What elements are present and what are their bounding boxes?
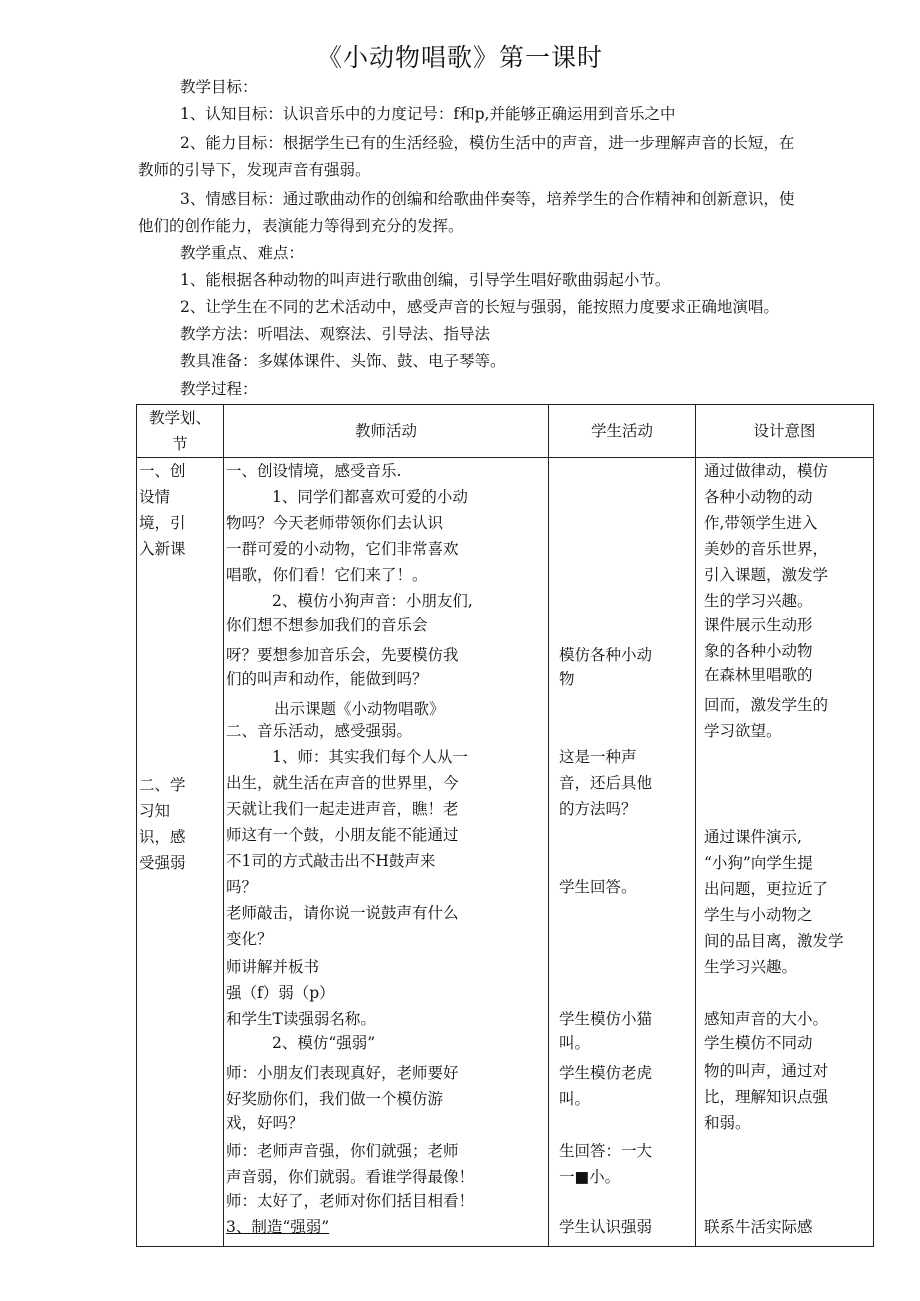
- student-activity-cell: [549, 458, 696, 1247]
- design-intent-line: 引入课题，激发学: [704, 566, 829, 584]
- design-intent-line: 作,带领学生进入: [704, 514, 818, 532]
- design-intent-line: 生的学习兴趣。: [704, 592, 813, 610]
- section-line: 设情: [139, 488, 171, 506]
- student-activity-line: 的方法吗？: [559, 800, 637, 818]
- objective-2-cont: 教师的引导下，发现声音有强弱。: [138, 161, 371, 179]
- student-activity-line: 学生回答。: [559, 878, 637, 896]
- teacher-activity-line: 师这有一个鼓，小朋友能不能通过: [226, 826, 459, 844]
- student-activity-line: 这是一种声: [559, 748, 637, 766]
- design-intent-line: 感知声音的大小。: [704, 1010, 829, 1028]
- design-intent-line: 联系牛活实际感: [704, 1218, 813, 1236]
- teacher-activity-line: 吗？: [226, 878, 258, 896]
- section-cell: [137, 458, 224, 1247]
- student-activity-line: 模仿各种小动: [559, 646, 653, 664]
- section-line: 境，引: [139, 514, 186, 532]
- design-intent-line: 出问题，更拉近了: [704, 880, 829, 898]
- design-intent-line: 在森林里唱歌的: [704, 666, 813, 684]
- teacher-activity-line: 物吗？今天老师带领你们去认识: [226, 514, 444, 532]
- design-intent-line: 学生与小动物之: [704, 906, 813, 924]
- student-activity-line: 叫。: [559, 1090, 591, 1108]
- objective-3-cont: 他们的创作能力，表演能力等得到充分的发挥。: [138, 217, 464, 235]
- section-line: 习知: [139, 802, 171, 820]
- lesson-table: [136, 404, 874, 1247]
- design-intent-line: 美妙的音乐世界，: [704, 540, 829, 558]
- teacher-activity-line: 一群可爱的小动物，它们非常喜欢: [226, 540, 459, 558]
- teacher-activity-line: 2、模仿小狗声音：小朋友们,: [272, 592, 473, 610]
- section-line: 二、学: [139, 776, 186, 794]
- design-intent-line: 物的叫声，通过对: [704, 1062, 829, 1080]
- teacher-activity-line: 出生，就生活在声音的世界里，今: [226, 774, 459, 792]
- header-teacher: 教师活动: [224, 405, 549, 458]
- design-intent-line: 比，理解知识点强: [704, 1088, 829, 1106]
- teacher-activity-line: 强（f）弱（p）: [226, 984, 335, 1002]
- header-student: 学生活动: [549, 405, 696, 458]
- section-line: 受强弱: [139, 854, 186, 872]
- teacher-activity-cell: [224, 458, 549, 1247]
- teacher-activity-line: 天就让我们一起走进声音，瞧！老: [226, 800, 459, 818]
- teacher-activity-line: 师：太好了，老师对你们括目相看！: [226, 1192, 475, 1210]
- page-title: 《小动物唱歌》第一课时: [316, 43, 603, 72]
- teacher-activity-line: 和学生T读强弱名称。: [226, 1010, 376, 1028]
- section-line: 一、创: [139, 462, 186, 480]
- header-section-line: 节: [172, 435, 188, 453]
- header-section: [137, 405, 224, 458]
- teacher-activity-line: 老师敲击，请你说一说鼓声有什么: [226, 904, 459, 922]
- teacher-activity-line: 不1司的方式敲击出不H鼓声来: [226, 852, 436, 870]
- teacher-activity-line: 声音弱，你们就弱。看谁学得最像！: [226, 1168, 475, 1186]
- teaching-materials: 教具准备：多媒体课件、头饰、鼓、电子琴等。: [180, 352, 506, 370]
- teacher-activity-line: 好奖励你们，我们做一个模仿游: [226, 1090, 444, 1108]
- design-intent-line: 通过做律动，模仿: [704, 462, 829, 480]
- design-intent-cell: [696, 458, 874, 1247]
- design-intent-line: “小狗”向学生提: [704, 854, 813, 872]
- objective-1: 1、认知目标：认识音乐中的力度记号：f和p,并能够正确运用到音乐之中: [180, 105, 676, 123]
- teacher-activity-line: 们的叫声和动作，能做到吗？: [226, 670, 428, 688]
- teacher-activity-line: 一、创设情境，感受音乐.: [226, 462, 402, 480]
- teacher-activity-line: 变化？: [226, 930, 273, 948]
- section-line: 识，感: [139, 828, 186, 846]
- student-activity-line: 物: [559, 670, 575, 688]
- section-line: 入新课: [139, 540, 186, 558]
- key-points-heading: 教学重点、难点：: [180, 244, 305, 262]
- design-intent-line: 回而，激发学生的: [704, 696, 829, 714]
- key-point-2: 2、让学生在不同的艺术活动中，感受声音的长短与强弱，能按照力度要求正确地演唱。: [180, 298, 779, 316]
- student-activity-line: 学生模仿小猫: [559, 1010, 653, 1028]
- student-activity-line: 生回答：一大: [559, 1142, 653, 1160]
- key-point-1: 1、能根据各种动物的叫声进行歌曲创编，引导学生唱好歌曲弱起小节。: [180, 271, 671, 289]
- teacher-activity-line: 1、师：其实我们每个人从一: [272, 748, 468, 766]
- student-activity-line: 学生认识强弱: [559, 1218, 653, 1236]
- design-intent-line: 各种小动物的动: [704, 488, 813, 506]
- header-intent: 设计意图: [696, 405, 874, 458]
- objective-3: 3、情感目标：通过歌曲动作的创编和给歌曲伴奏等，培养学生的合作精神和创新意识，使: [180, 190, 795, 208]
- design-intent-line: 和弱。: [704, 1114, 751, 1132]
- design-intent-line: 学习欲望。: [704, 722, 782, 740]
- teacher-activity-line: 出示课题《小动物唱歌》: [274, 700, 445, 718]
- teacher-activity-line: 呀？要想参加音乐会，先要模仿我: [226, 646, 459, 664]
- teacher-activity-line: 师：小朋友们表现真好，老师要好: [226, 1064, 459, 1082]
- teacher-activity-line: 3、制造“强弱”: [226, 1218, 330, 1236]
- process-heading: 教学过程：: [180, 380, 258, 398]
- design-intent-line: 生学习兴趣。: [704, 958, 798, 976]
- teacher-activity-line: 师：老师声音强，你们就强；老师: [226, 1142, 459, 1160]
- design-intent-line: 间的品目离，激发学: [704, 932, 844, 950]
- teacher-activity-line: 师讲解并板书: [226, 958, 320, 976]
- student-activity-line: 一■小。: [559, 1168, 621, 1186]
- teacher-activity-line: 二、音乐活动，感受强弱。: [226, 722, 413, 740]
- design-intent-line: 课件展示生动形: [704, 616, 813, 634]
- student-activity-line: 叫。: [559, 1034, 591, 1052]
- design-intent-line: 学生模仿不同动: [704, 1034, 813, 1052]
- teacher-activity-line: 你们想不想参加我们的音乐会: [226, 616, 428, 634]
- teacher-activity-line: 2、模仿“强弱”: [272, 1034, 376, 1052]
- teacher-activity-line: 戏，好吗？: [226, 1114, 304, 1132]
- table-row: [137, 458, 874, 1247]
- design-intent-line: 象的各种小动物: [704, 642, 813, 660]
- teacher-activity-line: 1、同学们都喜欢可爱的小动: [272, 488, 468, 506]
- student-activity-line: 学生模仿老虎: [559, 1064, 653, 1082]
- design-intent-line: 通过课件演示,: [704, 828, 802, 846]
- teacher-activity-line: 唱歌，你们看！它们来了！。: [226, 566, 428, 584]
- student-activity-line: 音，还后具他: [559, 774, 653, 792]
- header-section-line: 教学划、: [148, 409, 211, 427]
- table-header-row: [137, 405, 874, 458]
- objectives-heading: 教学目标：: [180, 78, 258, 96]
- teaching-methods: 教学方法：听唱法、观察法、引导法、指导法: [180, 325, 491, 343]
- objective-2: 2、能力目标：根据学生已有的生活经验，模仿生活中的声音，进一步理解声音的长短，在: [180, 134, 795, 152]
